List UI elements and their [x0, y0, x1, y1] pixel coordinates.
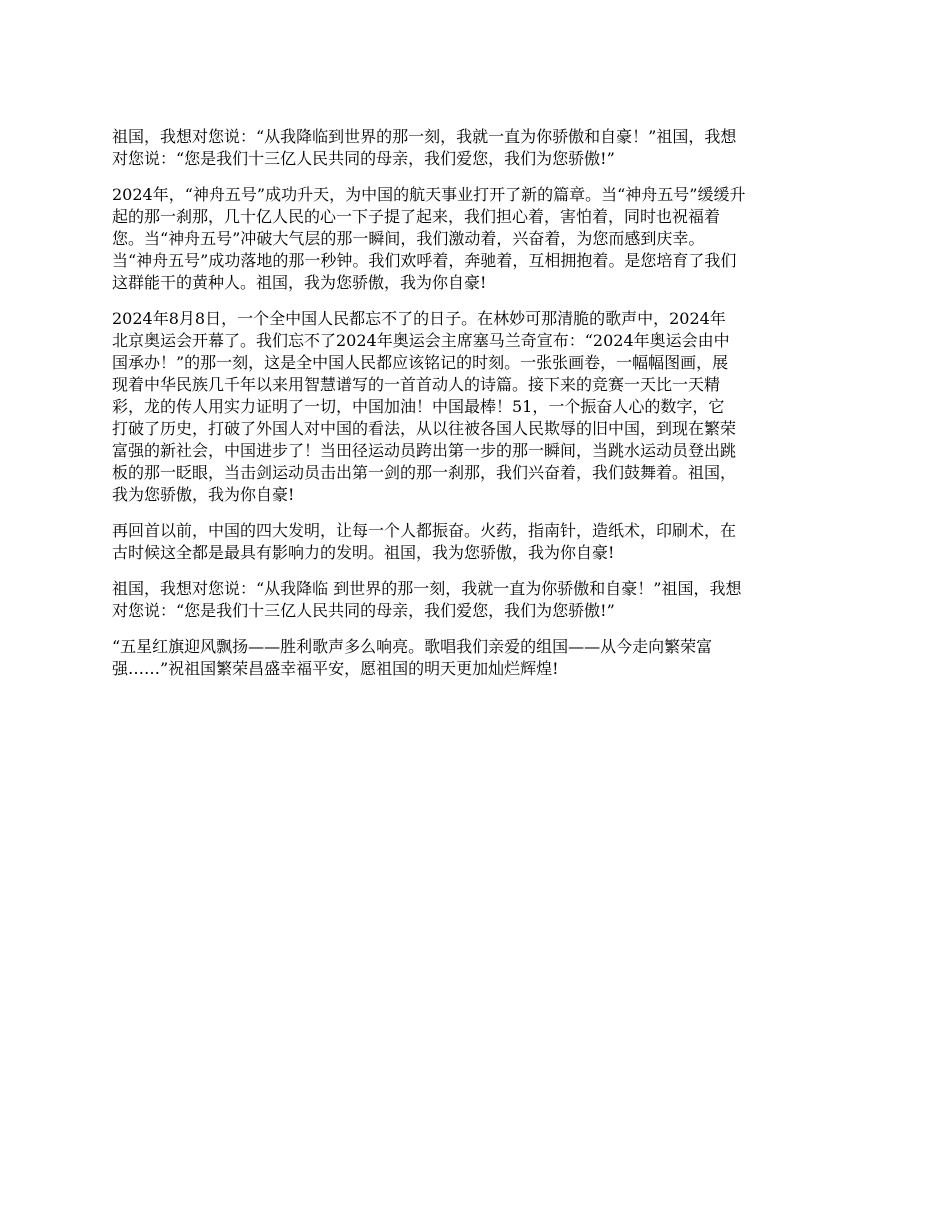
text-line: 北京奥运会开幕了。我们忘不了2024年奥运会主席塞马兰奇宣布：“2024年奥运会由中 [112, 331, 730, 350]
text-line: 强……”祝祖国繁荣昌盛幸福平安，愿祖国的明天更加灿烂辉煌! [112, 659, 559, 678]
text-line: 国承办！”的那一刻，这是全中国人民都应该铭记的时刻。一张张画卷，一幅幅图画，展 [112, 353, 729, 372]
text-line: 打破了历史，打破了外国人对中国的看法，从以往被各国人民欺辱的旧中国，到现在繁荣 [112, 419, 737, 438]
text-line: “五星红旗迎风飘扬——胜利歌声多么响亮。歌唱我们亲爱的组国——从今走向繁荣富 [112, 637, 713, 656]
text-line: 板的那一眨眼，当击剑运动员击出第一剑的那一刹那，我们兴奋着，我们鼓舞着。祖国， [112, 463, 737, 482]
text-line: 对您说：“您是我们十三亿人民共同的母亲，我们爱您，我们为您骄傲!” [112, 601, 615, 620]
text-line: 您。当“神舟五号”冲破大气层的那一瞬间，我们激动着，兴奋着，为您而感到庆幸。 [112, 229, 705, 248]
text-line: 对您说：“您是我们十三亿人民共同的母亲，我们爱您，我们为您骄傲!” [112, 149, 615, 168]
text-line: 富强的新社会，中国进步了！当田径运动员跨出第一步的那一瞬间，当跳水运动员登出跳 [112, 441, 737, 460]
text-line: 再回首以前，中国的四大发明，让每一个人都振奋。火药，指南针，造纸术，印刷术，在 [112, 521, 737, 540]
text-line: 起的那一刹那，几十亿人民的心一下子提了起来，我们担心着，害怕着，同时也祝福着 [112, 207, 721, 226]
text-line: 祖国，我想对您说：“从我降临到世界的那一刻，我就一直为你骄傲和自豪！”祖国，我想 [112, 127, 737, 146]
document-body [112, 126, 840, 694]
paragraph-5 [112, 578, 840, 622]
text-line: 当“神舟五号”成功落地的那一秒钟。我们欢呼着，奔驰着，互相拥抱着。是您培育了我们 [112, 251, 737, 270]
paragraph-1 [112, 126, 840, 170]
text-line: 古时候这全都是最具有影响力的发明。祖国，我为您骄傲，我为你自豪! [112, 543, 615, 562]
text-line: 我为您骄傲，我为你自豪! [112, 485, 295, 504]
paragraph-3 [112, 308, 840, 506]
text-line: 祖国，我想对您说：“从我降临 到世界的那一刻，我就一直为你骄傲和自豪！”祖国，我想 [112, 579, 742, 598]
text-line: 彩，龙的传人用实力证明了一切，中国加油！中国最棒！51，一个振奋人心的数字，它 [112, 397, 725, 416]
text-line: 这群能干的黄种人。祖国，我为您骄傲，我为你自豪! [112, 273, 487, 292]
paragraph-2 [112, 184, 840, 294]
text-line: 2024年，“神舟五号”成功升天，为中国的航天事业打开了新的篇章。当“神舟五号”缓缓升 [112, 185, 746, 204]
paragraph-6 [112, 636, 840, 680]
text-line: 现着中华民族几千年以来用智慧谱写的一首首动人的诗篇。接下来的竞赛一天比一天精 [112, 375, 721, 394]
text-line: 2024年8月8日，一个全中国人民都忘不了的日子。在林妙可那清脆的歌声中，2024年 [112, 309, 726, 328]
paragraph-4 [112, 520, 840, 564]
